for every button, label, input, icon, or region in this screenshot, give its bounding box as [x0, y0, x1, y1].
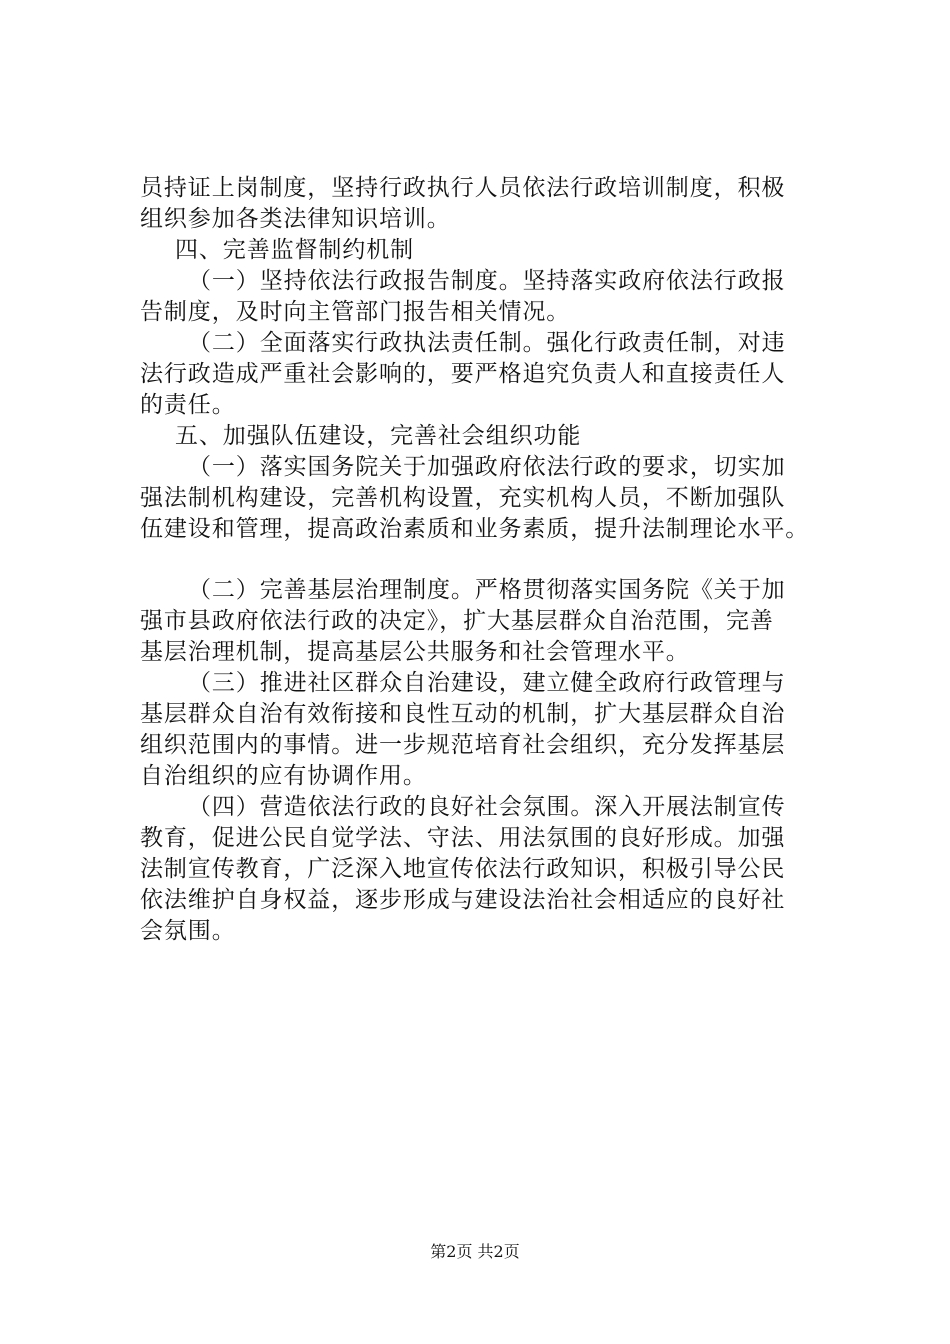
list-item-line: （一）落实国务院关于加强政府依法行政的要求，切实加 [188, 454, 786, 480]
section-heading: 四、完善监督制约机制 [175, 237, 414, 263]
page-footer: 第2页 共2页 [430, 1242, 520, 1261]
body-line: 强市县政府依法行政的决定》，扩大基层群众自治范围，完善 [140, 608, 774, 634]
document-body [140, 173, 830, 947]
section-heading: 五、加强队伍建设，完善社会组织功能 [175, 423, 582, 449]
body-line: 告制度，及时向主管部门报告相关情况。 [140, 299, 571, 325]
body-line: 自治组织的应有协调作用。 [140, 763, 427, 789]
list-item-line: （四）营造依法行政的良好社会氛围。深入开展法制宣传 [188, 794, 786, 820]
paragraph-gap [140, 545, 830, 575]
body-line: 教育，促进公民自觉学法、守法、用法氛围的良好形成。加强 [140, 825, 786, 851]
body-line: 强法制机构建设，完善机构设置，充实机构人员，不断加强队 [140, 485, 786, 511]
body-line: 组织参加各类法律知识培训。 [140, 206, 451, 232]
body-line: 的责任。 [140, 392, 236, 418]
list-item-line: （二）全面落实行政执法责任制。强化行政责任制，对违 [188, 330, 786, 356]
list-item-line: （二）完善基层治理制度。严格贯彻落实国务院《关于加 [188, 577, 786, 603]
body-line: 依法维护自身权益，逐步形成与建设法治社会相适应的良好社 [140, 887, 786, 913]
body-line: 员持证上岗制度，坚持行政执行人员依法行政培训制度，积极 [140, 175, 786, 201]
body-line: 基层群众自治有效衔接和良性互动的机制，扩大基层群众自治 [140, 701, 786, 727]
body-line: 会氛围。 [140, 918, 236, 944]
list-item-line: （一）坚持依法行政报告制度。坚持落实政府依法行政报 [188, 268, 786, 294]
body-line: 法制宣传教育，广泛深入地宣传依法行政知识，积极引导公民 [140, 856, 786, 882]
body-line: 组织范围内的事情。进一步规范培育社会组织，充分发挥基层 [140, 732, 786, 758]
body-line: 基层治理机制，提高基层公共服务和社会管理水平。 [140, 639, 690, 665]
list-item-line: （三）推进社区群众自治建设，建立健全政府行政管理与 [188, 670, 786, 696]
body-line: 伍建设和管理，提高政治素质和业务素质，提升法制理论水平。 [140, 516, 810, 542]
body-line: 法行政造成严重社会影响的，要严格追究负责人和直接责任人 [140, 361, 786, 387]
